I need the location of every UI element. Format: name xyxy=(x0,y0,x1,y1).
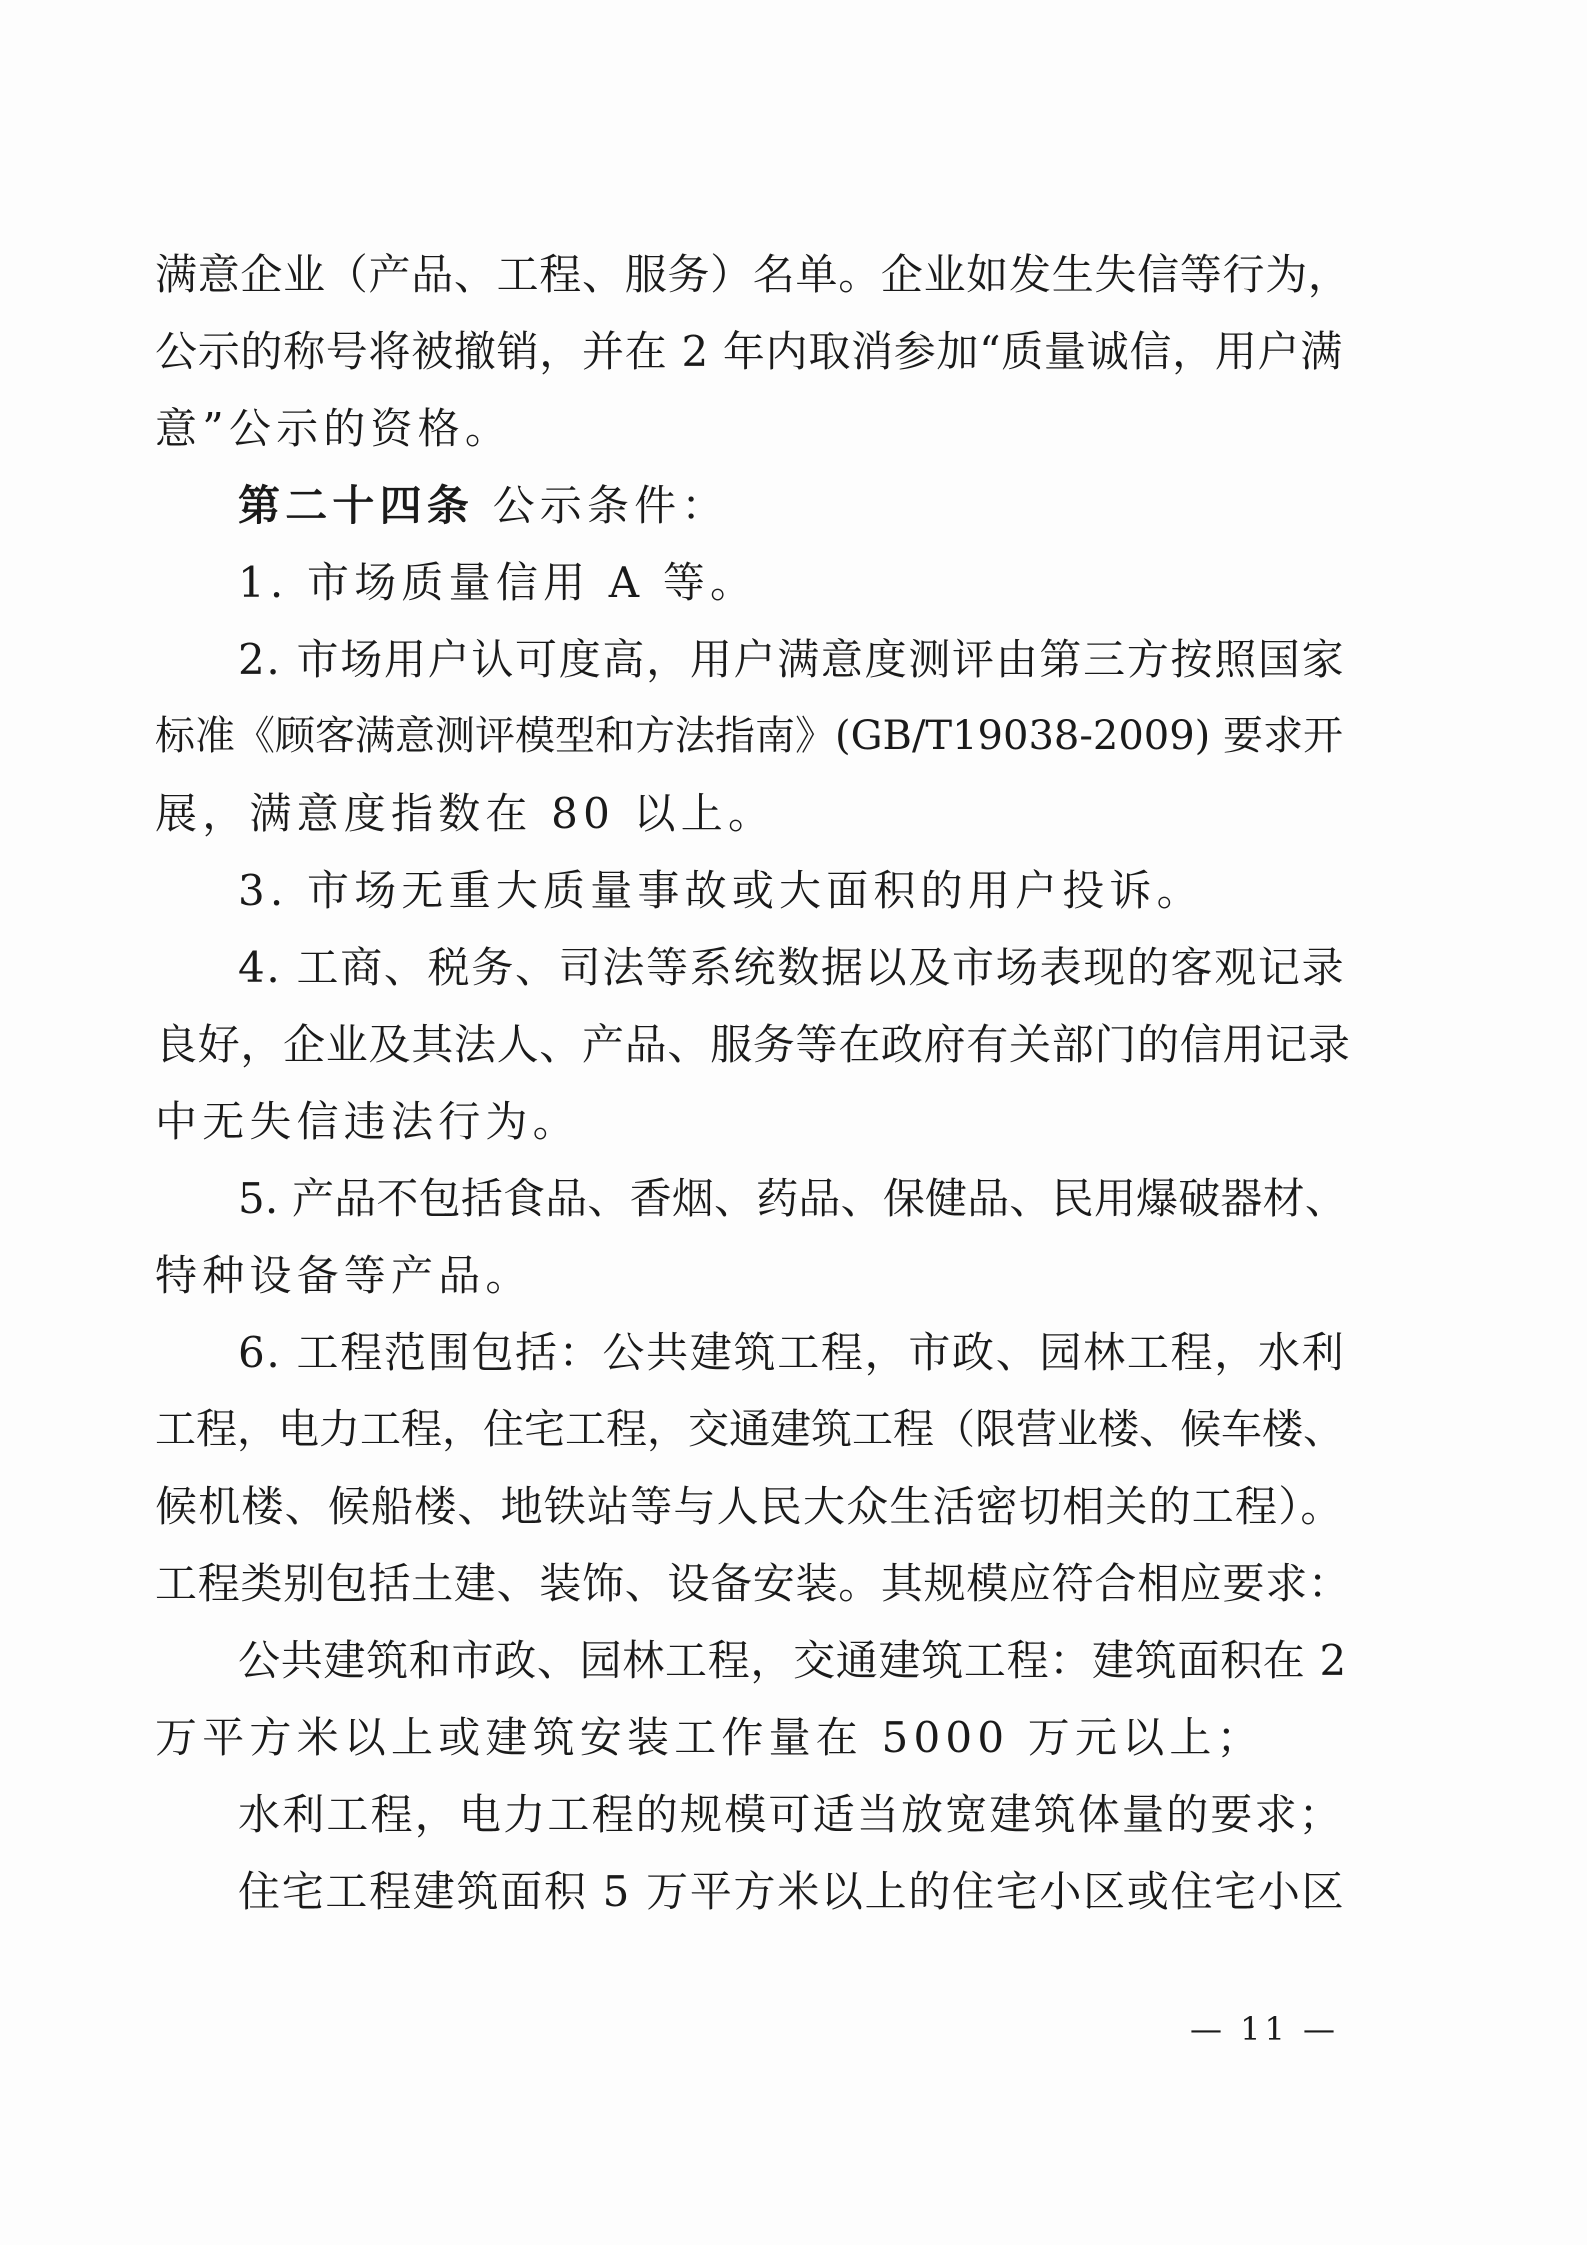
text-line: 满意企业（产品、工程、服务）名单。企业如发生失信等行为， xyxy=(155,250,1351,299)
article-heading-line xyxy=(155,467,1355,544)
text-line: 住宅工程建筑面积 5 万平方米以上的住宅小区或住宅小区 xyxy=(238,1867,1346,1916)
text-line: 公示的称号将被撤销，并在 2 年内取消参加“质量诚信，用户满 xyxy=(155,327,1343,376)
text-line: 良好，企业及其法人、产品、服务等在政府有关部门的信用记录 xyxy=(155,1020,1351,1069)
text-line: 5. 产品不包括食品、香烟、药品、保健品、民用爆破器材、 xyxy=(238,1174,1348,1223)
text-line: 中无失信违法行为。 xyxy=(155,1097,580,1146)
text-line: 意”公示的资格。 xyxy=(155,404,513,453)
text-line: 4. 工商、税务、司法等系统数据以及市场表现的客观记录 xyxy=(238,943,1346,992)
page-number: — 11 — xyxy=(1189,2010,1339,2048)
text-line: 2. 市场用户认可度高，用户满意度测评由第三方按照国家 xyxy=(238,635,1346,684)
text-line: 万平方米以上或建筑安装工作量在 5000 万元以上； xyxy=(155,1713,1264,1762)
text-line: 候机楼、候船楼、地铁站等与人民大众生活密切相关的工程）。 xyxy=(155,1482,1344,1531)
text-line: 工程类别包括土建、装饰、设备安装。其规模应符合相应要求： xyxy=(155,1559,1351,1608)
text-line: 标准《顾客满意测评模型和方法指南》(GB/T19038-2009) 要求开 xyxy=(155,713,1343,759)
text-line: 3. 市场无重大质量事故或大面积的用户投诉。 xyxy=(238,866,1204,915)
text-line: 1. 市场质量信用 A 等。 xyxy=(238,558,758,607)
text-line: 特种设备等产品。 xyxy=(155,1251,533,1300)
text-line: 水利工程，电力工程的规模可适当放宽建筑体量的要求； xyxy=(238,1790,1344,1839)
body-text xyxy=(155,236,1355,1930)
text-line: 6. 工程范围包括：公共建筑工程，市政、园林工程，水利 xyxy=(238,1328,1346,1377)
text-line: 展，满意度指数在 80 以上。 xyxy=(155,789,776,838)
article-number: 第二十四条 xyxy=(238,481,475,530)
text-line: 工程，电力工程，住宅工程，交通建筑工程（限营业楼、候车楼、 xyxy=(155,1405,1344,1453)
article-title: 公示条件： xyxy=(492,481,729,530)
text-line: 公共建筑和市政、园林工程，交通建筑工程：建筑面积在 2 xyxy=(238,1636,1347,1685)
